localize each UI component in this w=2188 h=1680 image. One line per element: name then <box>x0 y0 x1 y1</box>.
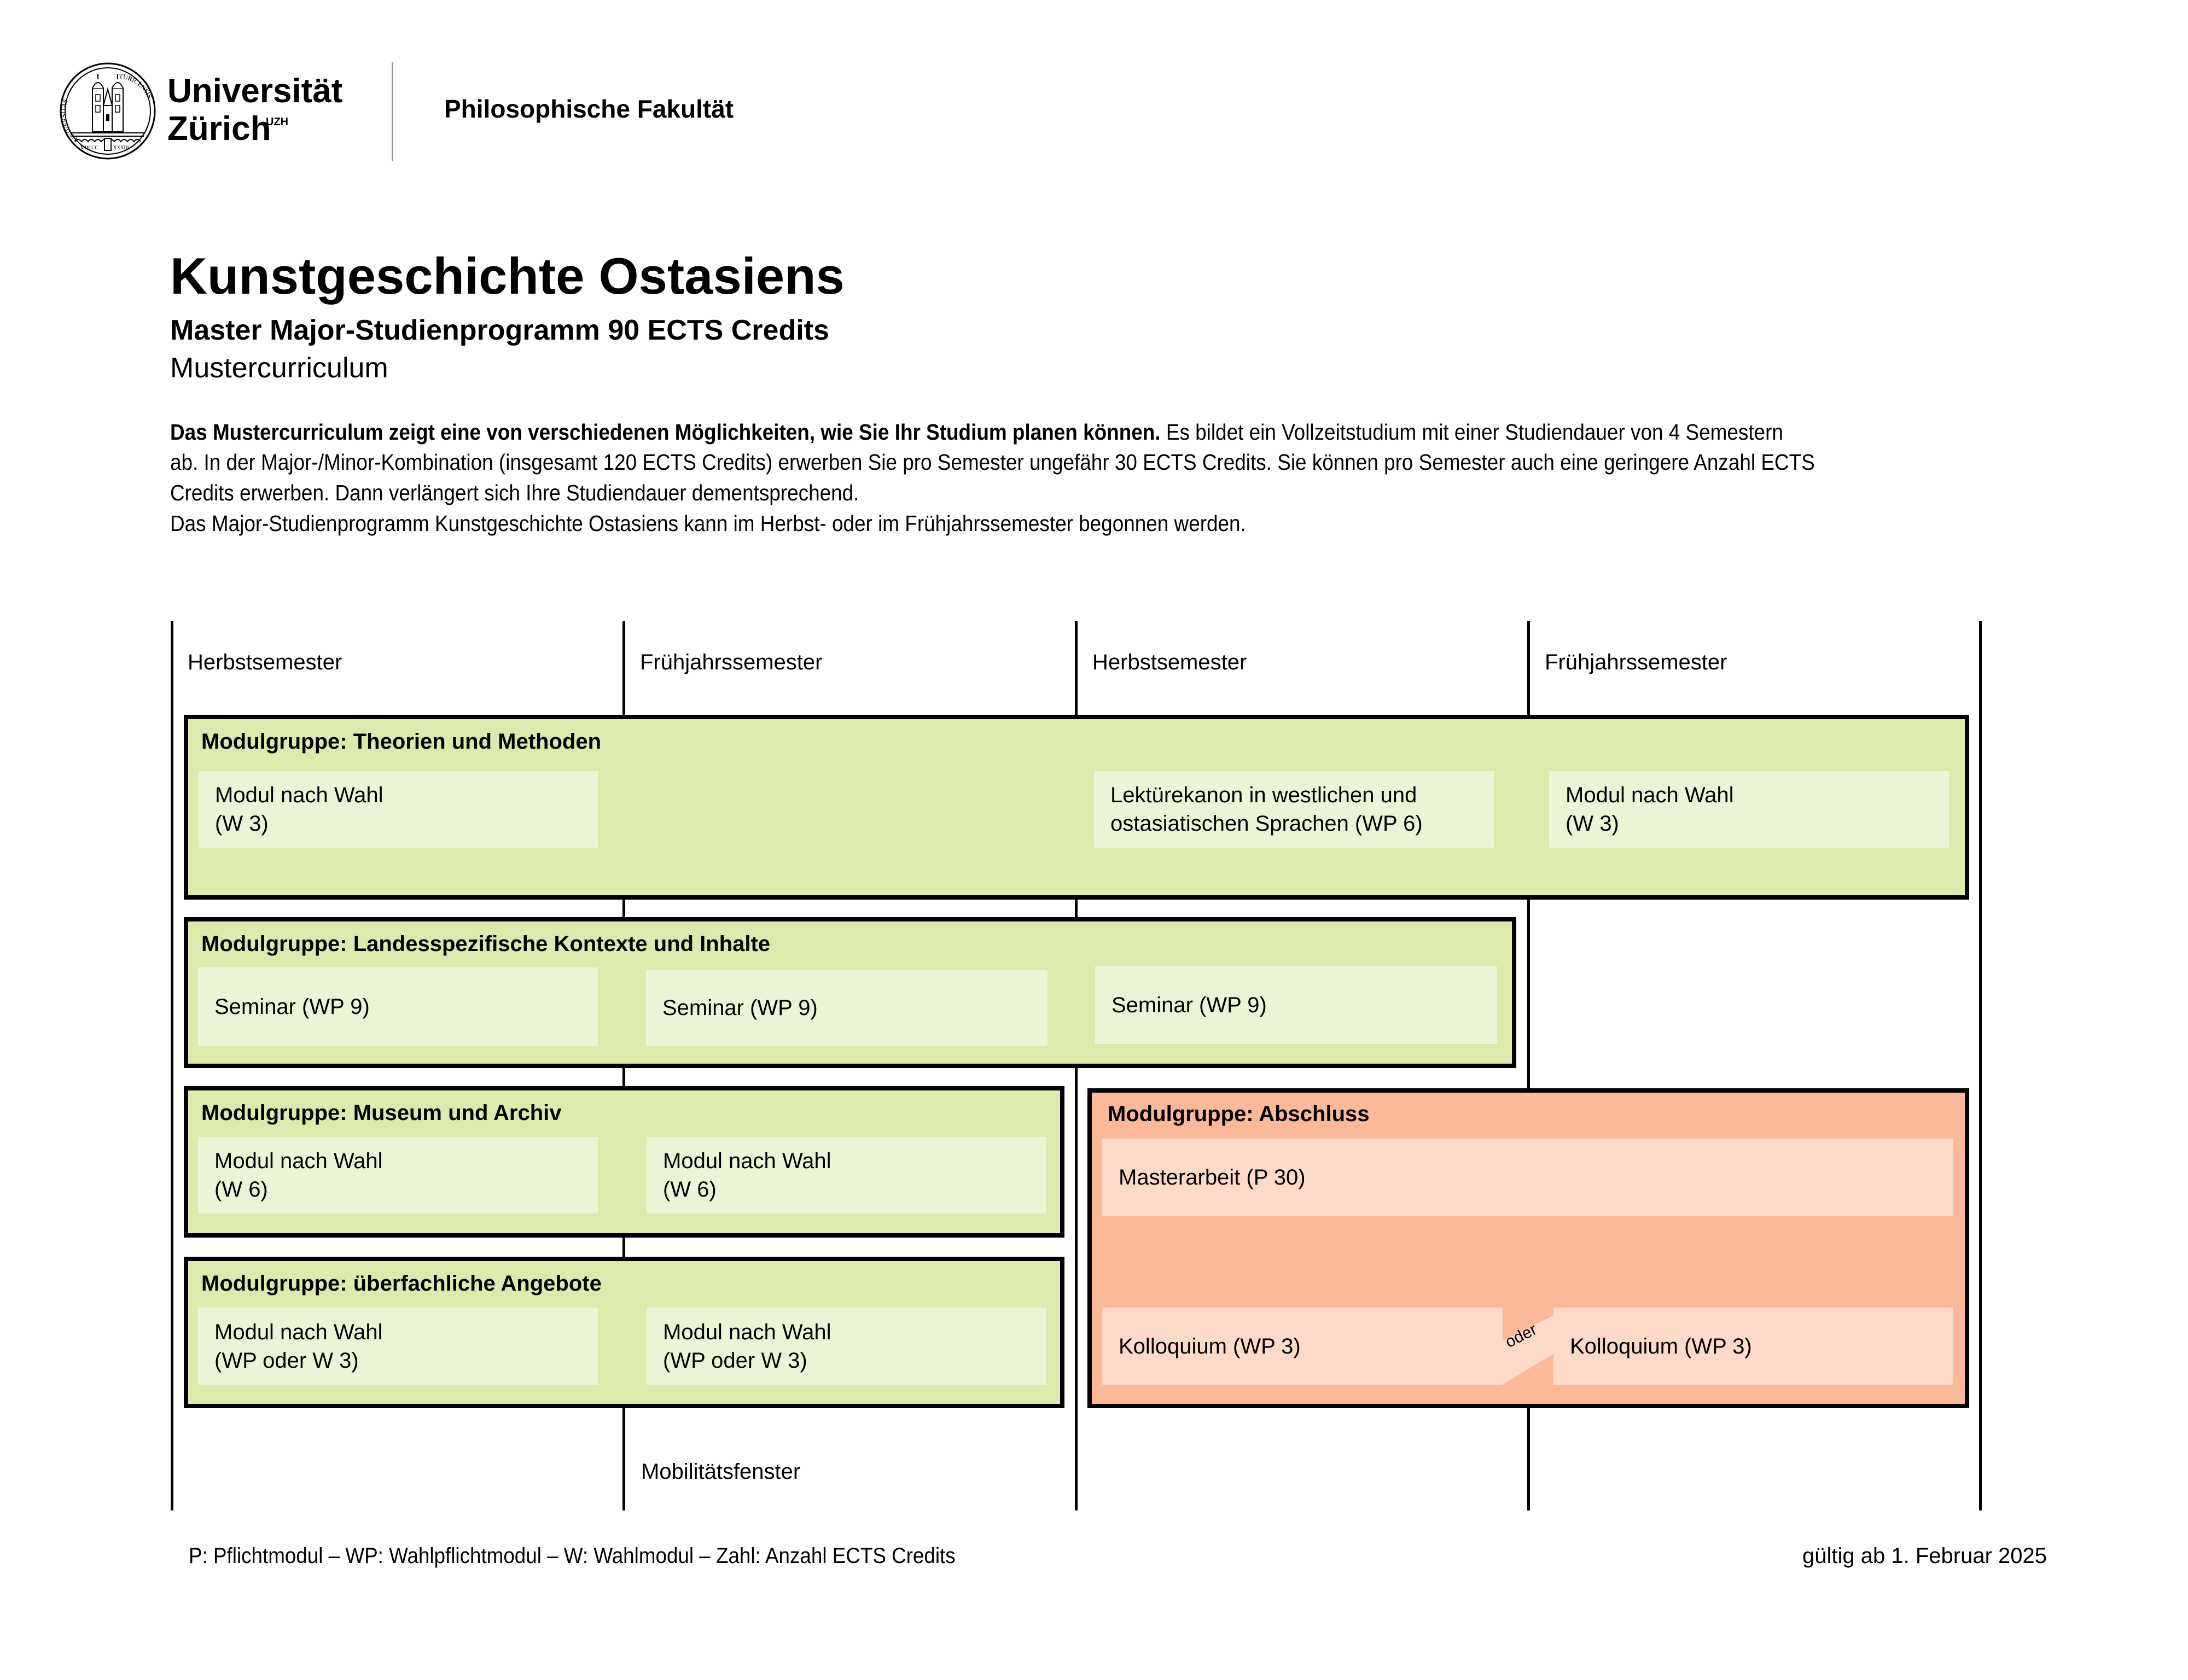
module-group-title: Modulgruppe: Landesspezifische Kontexte und Inhalte <box>201 932 771 956</box>
module-group-title: Modulgruppe: Museum und Archiv <box>201 1101 562 1125</box>
module-name: Lektürekanon in westlichen und <box>1110 783 1417 807</box>
valid-from: gültig ab 1. Februar 2025 <box>1802 1544 2047 1568</box>
intro-line-2-text: ab. In der Major-/Minor-Kombination (insgesamt 120 ECTS Credits) erwerben Sie pro Semester ungefähr 30 ECTS Credits. Sie können pro Semester auch eine geringere Anzahl ECTS <box>170 450 1815 475</box>
svg-text:MDCCC: MDCCC <box>80 145 98 150</box>
module-credits: (W 6) <box>663 1177 717 1201</box>
logo-university: Universität <box>167 72 343 110</box>
intro-line-4 <box>170 510 1365 537</box>
svg-text:TURICENSIS: TURICENSIS <box>118 72 154 100</box>
logo-zurich: Zürich <box>167 110 271 148</box>
module-credits: (WP oder W 3) <box>214 1348 359 1373</box>
module-credits: (W 6) <box>214 1177 268 1201</box>
module-name: Seminar (WP 9) <box>1112 993 1267 1017</box>
module-name: Masterarbeit (P 30) <box>1119 1165 1306 1189</box>
module-name: Modul nach Wahl <box>663 1149 831 1173</box>
intro-line-4-text: Das Major-Studienprogramm Kunstgeschichte Ostasiens kann im Herbst- oder im Frühjahrssemester begonnen werden. <box>170 511 1246 536</box>
semester-header-3: Herbstsemester <box>1092 650 1247 674</box>
module-box[interactable] <box>198 1137 598 1214</box>
faculty-name: Philosophische Fakultät <box>444 95 734 123</box>
module-box-kolloquium[interactable] <box>1102 1308 1503 1385</box>
module-name: Seminar (WP 9) <box>662 996 818 1020</box>
module-box[interactable] <box>646 970 1048 1046</box>
svg-text:UNIVERSITAS: UNIVERSITAS <box>59 98 79 143</box>
logo-uzh-superscript: UZH <box>266 116 289 128</box>
intro-line-1-rest: Es bildet ein Vollzeitstudium mit einer Studiendauer von 4 Semestern <box>1166 419 1783 445</box>
module-credits: ostasiatischen Sprachen (WP 6) <box>1110 812 1423 836</box>
module-name: Modul nach Wahl <box>214 1320 383 1344</box>
semester-header-2: Frühjahrssemester <box>640 650 823 674</box>
module-name: Kolloquium (WP 3) <box>1119 1334 1301 1358</box>
legend <box>189 1543 1022 1568</box>
module-group-title: Modulgruppe: Theorien und Methoden <box>201 730 602 754</box>
page-title: Kunstgeschichte Ostasiens <box>170 247 845 305</box>
module-name: Seminar (WP 9) <box>214 995 370 1019</box>
module-name: Modul nach Wahl <box>663 1320 831 1344</box>
legend-text: P: Pflichtmodul – WP: Wahlpflichtmodul – W: Wahlmodul – Zahl: Anzahl ECTS Credits <box>189 1544 956 1568</box>
module-name: Modul nach Wahl <box>214 1149 383 1173</box>
module-name: Modul nach Wahl <box>1566 783 1734 807</box>
module-credits: (W 3) <box>215 812 269 836</box>
module-box[interactable] <box>198 967 598 1046</box>
module-box-kolloquium[interactable] <box>1553 1308 1953 1385</box>
module-box[interactable] <box>199 771 598 848</box>
oder-label: oder <box>1502 1320 1540 1352</box>
university-seal-logo <box>59 62 157 160</box>
intro-line-2 <box>170 448 1998 476</box>
mobility-window-label: Mobilitätsfenster <box>641 1460 801 1484</box>
module-credits: (WP oder W 3) <box>663 1348 807 1373</box>
page-subtitle: Master Major-Studienprogramm 90 ECTS Credits <box>170 314 829 346</box>
module-box[interactable] <box>1095 966 1497 1044</box>
module-box[interactable] <box>647 1308 1046 1385</box>
module-group-title: Modulgruppe: überfachliche Angebote <box>201 1271 602 1296</box>
module-box[interactable] <box>1094 771 1494 848</box>
module-credits: (W 3) <box>1566 812 1619 836</box>
intro-line-3 <box>170 479 935 506</box>
module-name: Modul nach Wahl <box>215 783 383 807</box>
semester-divider <box>171 621 173 1510</box>
intro-bold: Das Mustercurriculum zeigt eine von verschiedenen Möglichkeiten, wie Sie Ihr Studium planen können. <box>170 419 1161 445</box>
document-kind: Mustercurriculum <box>170 352 388 384</box>
module-box[interactable] <box>647 1137 1046 1214</box>
module-box[interactable] <box>1549 771 1949 848</box>
module-box[interactable] <box>198 1308 598 1385</box>
semester-header-4: Frühjahrssemester <box>1545 650 1727 674</box>
semester-header-1: Herbstsemester <box>188 650 342 674</box>
semester-divider <box>1979 621 1982 1510</box>
module-group-title: Modulgruppe: Abschluss <box>1108 1102 1370 1126</box>
module-name: Kolloquium (WP 3) <box>1570 1334 1752 1358</box>
svg-text:XXXIII: XXXIII <box>113 145 129 150</box>
header-divider <box>392 62 393 161</box>
intro-line-1 <box>170 418 1963 446</box>
module-box-masterarbeit[interactable] <box>1102 1139 1953 1216</box>
intro-line-3-text: Credits erwerben. Dann verlängert sich Ihre Studiendauer dementsprechend. <box>170 480 859 505</box>
